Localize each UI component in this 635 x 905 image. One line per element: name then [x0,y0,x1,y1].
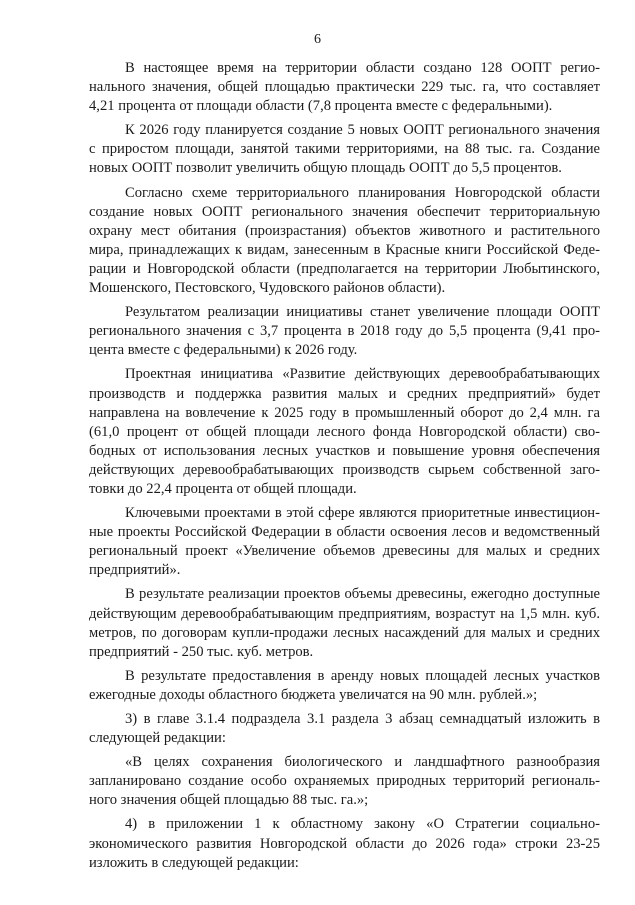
paragraph-9: 3) в главе 3.1.4 подраздела 3.1 раздела 3 абзац семнадцатый изложить в следующей редакции: [89,711,600,747]
paragraph-4: Результатом реализации инициативы станет увеличение площади ООПТ регионального значения с 3,7 процента в 2018 году до 5,5 процента (9,41 процента вместе с федеральными) к 2026 году. [89,304,600,359]
paragraph-8: В результате предоставления в аренду новых площадей лесных участков ежегодные доходы областного бюджета увеличатся на 90 млн. рублей.»; [89,667,600,703]
paragraph-6: Ключевыми проектами в этой сфере являются приоритетные инвестиционные проекты Российской Федерации в области освоения лесов и ведомственный региональный проект «Увеличение объемов древесины для малых и средних предприятий». [89,505,600,579]
paragraph-5: Проектная инициатива «Развитие действующих деревообрабатывающих производств и поддержка развития малых и средних предприятий» будет направлена на вовлечение к 2025 году в промышленный оборот до 2,4 млн. га (61,0 процент от общей площади лесного фонда Новгородской области) свободных от использования лесных участков и повышение уровня обеспечения действующих деревообрабатывающих производств сырьем собственной заготовки до 22,4 процента от общей площади. [89,366,600,497]
paragraph-2: К 2026 году планируется создание 5 новых ООПТ регионального значения с приростом площади, занятой такими территориями, на 88 тыс. га. Создание новых ООПТ позволит увеличить общую площадь ООПТ до 5,5 процентов. [89,122,600,177]
paragraph-10: «В целях сохранения биологического и ландшафтного разнообразия запланировано создание особо охраняемых природных территорий регионального значения общей площадью 88 тыс. га.»; [89,754,600,809]
page-number: 6 [314,32,321,47]
paragraph-11: 4) в приложении 1 к областному закону «О Стратегии социально-экономического развития Новгородской области до 2026 года» строки 23-25 изложить в следующей редакции: [89,816,600,871]
paragraph-3: Согласно схеме территориального планирования Новгородской области создание новых ООПТ регионального значения обеспечит территориальную охрану мест обитания (произрастания) объектов животного и растительного мира, принадлежащих к видам, занесенным в Красные книги Российской Федерации и Новгородской области (предполагается на территории Любытинского, Мошенского, Пестовского, Чудовского районов области). [89,184,600,297]
paragraph-7: В результате реализации проектов объемы древесины, ежегодно доступные действующим деревообрабатывающим предприятиям, возрастут на 1,5 млн. куб. метров, по договорам купли-продажи лесных насаждений для малых и средних предприятий - 250 тыс. куб. метров. [89,586,600,660]
paragraph-1: В настоящее время на территории области создано 128 ООПТ регионального значения, общей площадью практически 229 тыс. га, что составляет 4,21 процента от площади области (7,8 процента вместе с федеральными). [89,60,600,115]
document-body [89,59,600,873]
